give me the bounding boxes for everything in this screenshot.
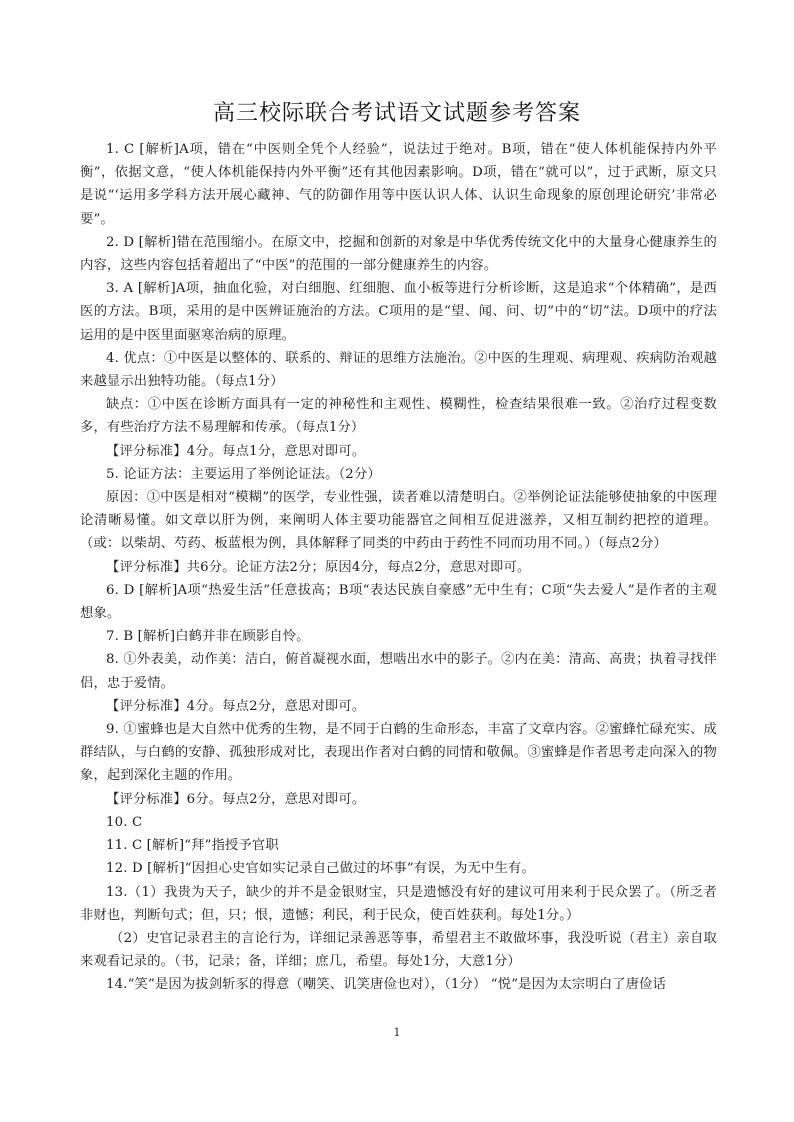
answer-q13-part1: 13.（1）我贵为天子，缺少的并不是金银财宝，只是遗憾没有好的建议可用来利于民众罢了。（所乏者非财也，判断句式；但，只；恨，遗憾；利民，利于民众，使百姓获利。每处1分。） xyxy=(80,884,717,923)
answer-q5-reasons: 原因：①中医是相对“模糊”的医学，专业性强，读者难以清楚明白。②举例论证法能够使抽象的中医理论清晰易懂。如文章以肝为例，来阐明人体主要功能器官之间相互促进滋养，又相互制约把控的道理。（或：以柴胡、芍药、板蓝根为例，具体解释了同类的中药由于药性不同而功用不同。）（每点2分） xyxy=(80,490,717,552)
answer-body xyxy=(80,138,717,997)
answer-q9: 9. ①蜜蜂也是大自然中优秀的生物，是不同于白鹤的生命形态，丰富了文章内容。②蜜蜂忙碌充实、成群结队，与白鹤的安静、孤独形成对比，表现出作者对白鹤的同情和敬佩。③蜜蜂是作者思考走向深入的物象，起到深化主题的作用。 xyxy=(80,722,717,784)
scoring-standard-q4: 【评分标准】4分。每点1分，意思对即可。 xyxy=(106,443,366,459)
scoring-standard-q8: 【评分标准】4分。每点2分，意思对即可。 xyxy=(106,698,366,714)
answer-q11: 11. C [解析]“拜”指授予官职 xyxy=(106,838,279,854)
page-number: 1 xyxy=(393,1026,401,1039)
answer-q14: 14.“笑”是因为拔剑斩豕的得意（嘲笑、讥笑唐俭也对），（1分） “悦”是因为太宗明白了唐俭话 xyxy=(106,977,667,993)
answer-q10: 10. C xyxy=(106,814,143,830)
answer-q3: 3. A [解析]A项，抽血化验，对白细胞、红细胞、血小板等进行分析诊断，这是追求“个体精确”，是西医的方法。B项，采用的是中医辨证施治的方法。C项用的是“望、闻、问、切”中的“切”法。D项中的疗法运用的是中医里面驱寒治病的原理。 xyxy=(80,281,717,343)
answer-q7: 7. B [解析]白鹤并非在顾影自怜。 xyxy=(106,629,310,645)
answer-q1: 1. C [解析]A项，错在“中医则全凭个人经验”，说法过于绝对。B项，错在“使人体机能保持内外平衡”，依据文意，“使人体机能保持内外平衡”还有其他因素影响。D项，错在“就可以”，过于武断，原文只是说“‘运用多学科方法开展心藏神、气的防御作用等中医认识人体、认识生命现象的原创理论研究’非常必要”。 xyxy=(80,142,717,227)
answer-q6: 6. D [解析]A项“热爱生活”任意拔高；B项“表达民族自豪感”无中生有；C项“失去爱人”是作者的主观想象。 xyxy=(80,582,717,622)
scoring-standard-q5: 【评分标准】共6分。论证方法2分；原因4分，每点2分，意思对即可。 xyxy=(106,559,531,575)
answer-q4-disadvantages: 缺点：①中医在诊断方面具有一定的神秘性和主观性、模糊性，检查结果很难一致。②治疗过程变数多，有些治疗方法不易理解和传承。（每点1分） xyxy=(80,397,717,436)
answer-q8: 8. ①外表美，动作美：洁白，俯首凝视水面，想啮出水中的影子。②内在美：清高、高贵；执着寻找伴侣，忠于爱情。 xyxy=(80,652,717,691)
answer-q5-method: 5. 论证方法：主要运用了举例论证法。（2分） xyxy=(106,466,381,482)
answer-q13-part2: （2）史官记录君主的言论行为，详细记录善恶等事，希望君主不敢做坏事，我没听说（君主）亲自取来观看记录的。（书，记录；备，详细；庶几，希望。每处1分，大意1分） xyxy=(80,930,717,970)
page-title: 高三校际联合考试语文试题参考答案 xyxy=(212,101,581,126)
scoring-standard-q9: 【评分标准】6分。每点2分，意思对即可。 xyxy=(106,791,366,807)
answer-q4-advantages: 4. 优点：①中医是以整体的、联系的、辩证的思维方法施治。②中医的生理观、病理观、疾病防治观越来越显示出独特功能。（每点1分） xyxy=(80,350,717,390)
answer-q12: 12. D [解析]“因担心史官如实记录自己做过的坏事”有误，为无中生有。 xyxy=(106,861,535,877)
answer-q2: 2. D [解析]错在范围缩小。在原文中，挖掘和创新的对象是中华优秀传统文化中的大量身心健康养生的内容，这些内容包括着超出了“中医”的范围的一部分健康养生的内容。 xyxy=(80,234,717,274)
